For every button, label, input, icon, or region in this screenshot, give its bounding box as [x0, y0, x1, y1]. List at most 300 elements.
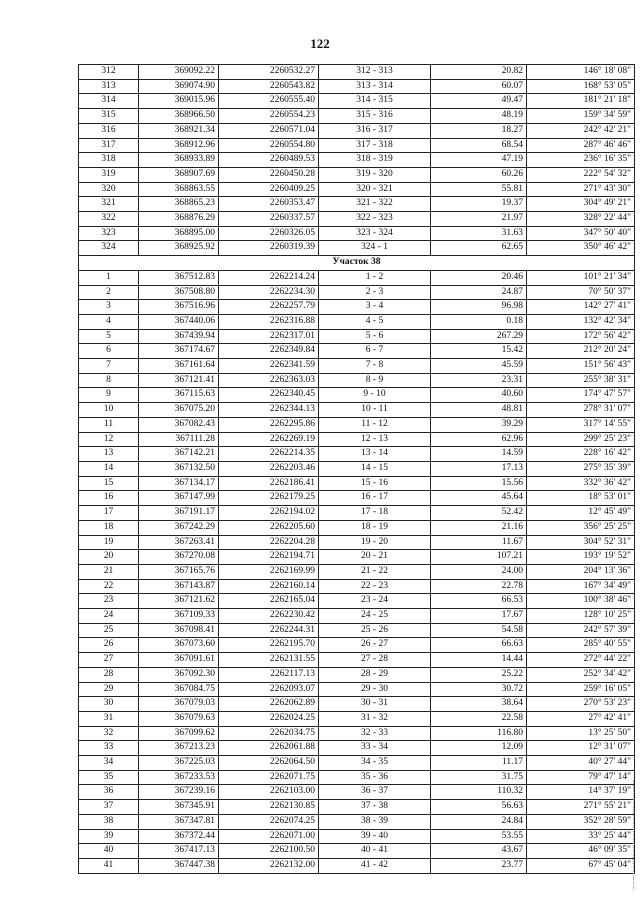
point-number-cell: 17 [79, 506, 139, 521]
table-row [79, 373, 635, 388]
point-number-cell: 39 [79, 829, 139, 844]
direction-angle-cell: 40° 27' 44" [527, 756, 635, 771]
table-row [79, 461, 635, 476]
segment-length-cell: 68.54 [431, 138, 527, 153]
table-row [79, 226, 635, 241]
coord-x-cell: 367512.83 [139, 270, 219, 285]
segment-cell: 26 - 27 [319, 638, 431, 653]
segment-length-cell: 25.22 [431, 667, 527, 682]
coord-x-cell: 368863.55 [139, 182, 219, 197]
table-row [79, 697, 635, 712]
section-title: Участок 38 [79, 256, 635, 271]
segment-length-cell: 17.13 [431, 461, 527, 476]
table-row [79, 653, 635, 668]
coord-x-cell: 367091.61 [139, 653, 219, 668]
coord-x-cell: 369074.90 [139, 79, 219, 94]
point-number-cell: 22 [79, 579, 139, 594]
point-number-cell: 35 [79, 770, 139, 785]
point-number-cell: 38 [79, 814, 139, 829]
segment-length-cell: 21.97 [431, 212, 527, 227]
coord-x-cell: 367109.33 [139, 609, 219, 624]
point-number-cell: 29 [79, 682, 139, 697]
coord-y-cell: 2262205.60 [219, 520, 319, 535]
direction-angle-cell: 14° 37' 19" [527, 785, 635, 800]
segment-cell: 4 - 5 [319, 314, 431, 329]
coord-y-cell: 2262195.70 [219, 638, 319, 653]
coord-x-cell: 368933.89 [139, 153, 219, 168]
table-row [79, 785, 635, 800]
point-number-cell: 30 [79, 697, 139, 712]
table-row [79, 300, 635, 315]
direction-angle-cell: 259° 16' 05" [527, 682, 635, 697]
coord-x-cell: 367142.21 [139, 447, 219, 462]
segment-cell: 314 - 315 [319, 94, 431, 109]
table-row [79, 506, 635, 521]
point-number-cell: 312 [79, 65, 139, 80]
segment-length-cell: 45.59 [431, 359, 527, 374]
direction-angle-cell: 275° 35' 39" [527, 461, 635, 476]
coord-x-cell: 367239.16 [139, 785, 219, 800]
table-row [79, 814, 635, 829]
direction-angle-cell: 304° 52' 31" [527, 535, 635, 550]
segment-length-cell: 23.31 [431, 373, 527, 388]
table-row [79, 770, 635, 785]
segment-cell: 12 - 13 [319, 432, 431, 447]
direction-angle-cell: 33° 25' 44" [527, 829, 635, 844]
point-number-cell: 41 [79, 858, 139, 873]
segment-length-cell: 14.59 [431, 447, 527, 462]
point-number-cell: 3 [79, 300, 139, 315]
segment-cell: 317 - 318 [319, 138, 431, 153]
table-row [79, 491, 635, 506]
direction-angle-cell: 242° 42' 21" [527, 123, 635, 138]
point-number-cell: 321 [79, 197, 139, 212]
direction-angle-cell: 174° 47' 57" [527, 388, 635, 403]
table-row [79, 638, 635, 653]
coord-x-cell: 367347.81 [139, 814, 219, 829]
coord-x-cell: 367417.13 [139, 844, 219, 859]
point-number-cell: 20 [79, 550, 139, 565]
table-row [79, 388, 635, 403]
coord-x-cell: 367447.38 [139, 858, 219, 873]
coord-y-cell: 2262024.25 [219, 711, 319, 726]
segment-length-cell: 48.19 [431, 109, 527, 124]
point-number-cell: 314 [79, 94, 139, 109]
direction-angle-cell: 287° 46' 46" [527, 138, 635, 153]
point-number-cell: 6 [79, 344, 139, 359]
table-row [79, 417, 635, 432]
coord-y-cell: 2260409.25 [219, 182, 319, 197]
coord-x-cell: 367174.67 [139, 344, 219, 359]
segment-cell: 29 - 30 [319, 682, 431, 697]
segment-cell: 28 - 29 [319, 667, 431, 682]
table-row [79, 182, 635, 197]
coord-x-cell: 367263.41 [139, 535, 219, 550]
table-row [79, 741, 635, 756]
segment-cell: 22 - 23 [319, 579, 431, 594]
coord-x-cell: 367372.44 [139, 829, 219, 844]
segment-length-cell: 60.07 [431, 79, 527, 94]
coord-y-cell: 2262234.30 [219, 285, 319, 300]
segment-length-cell: 48.81 [431, 403, 527, 418]
coord-x-cell: 367508.80 [139, 285, 219, 300]
segment-cell: 39 - 40 [319, 829, 431, 844]
table-row [79, 285, 635, 300]
coord-x-cell: 367165.76 [139, 564, 219, 579]
page-number: 122 [310, 36, 330, 51]
point-number-cell: 26 [79, 638, 139, 653]
point-number-cell: 21 [79, 564, 139, 579]
segment-cell: 14 - 15 [319, 461, 431, 476]
segment-cell: 3 - 4 [319, 300, 431, 315]
point-number-cell: 14 [79, 461, 139, 476]
segment-length-cell: 62.96 [431, 432, 527, 447]
coord-x-cell: 367084.75 [139, 682, 219, 697]
coord-y-cell: 2262269.19 [219, 432, 319, 447]
direction-angle-cell: 12° 31' 07" [527, 741, 635, 756]
point-number-cell: 15 [79, 476, 139, 491]
coord-y-cell: 2262186.41 [219, 476, 319, 491]
direction-angle-cell: 270° 53' 23" [527, 697, 635, 712]
segment-length-cell: 40.60 [431, 388, 527, 403]
direction-angle-cell: 228° 16' 42" [527, 447, 635, 462]
coord-x-cell: 367440.06 [139, 314, 219, 329]
coord-y-cell: 2262130.85 [219, 800, 319, 815]
point-number-cell: 16 [79, 491, 139, 506]
coord-y-cell: 2260353.47 [219, 197, 319, 212]
segment-length-cell: 11.67 [431, 535, 527, 550]
direction-angle-cell: 168° 53' 05" [527, 79, 635, 94]
table-row [79, 79, 635, 94]
coord-y-cell: 2260450.28 [219, 167, 319, 182]
direction-angle-cell: 159° 34' 59" [527, 109, 635, 124]
coord-y-cell: 2262194.02 [219, 506, 319, 521]
direction-angle-cell: 132° 42' 34" [527, 314, 635, 329]
segment-cell: 40 - 41 [319, 844, 431, 859]
table-row [79, 212, 635, 227]
table-row [79, 520, 635, 535]
coord-x-cell: 368907.69 [139, 167, 219, 182]
coord-y-cell: 2262131.55 [219, 653, 319, 668]
coord-y-cell: 2262257.79 [219, 300, 319, 315]
coord-y-cell: 2262317.01 [219, 329, 319, 344]
coord-y-cell: 2262295.86 [219, 417, 319, 432]
table-row [79, 447, 635, 462]
coord-y-cell: 2260326.05 [219, 226, 319, 241]
section-header-body [79, 256, 635, 271]
segment-cell: 34 - 35 [319, 756, 431, 771]
segment-length-cell: 23.77 [431, 858, 527, 873]
direction-angle-cell: 252° 34' 42" [527, 667, 635, 682]
point-number-cell: 9 [79, 388, 139, 403]
table-row [79, 329, 635, 344]
direction-angle-cell: 285° 40' 55" [527, 638, 635, 653]
segment-cell: 6 - 7 [319, 344, 431, 359]
direction-angle-cell: 70° 50' 37" [527, 285, 635, 300]
coord-x-cell: 369015.96 [139, 94, 219, 109]
coord-y-cell: 2262103.00 [219, 785, 319, 800]
segment-cell: 312 - 313 [319, 65, 431, 80]
point-number-cell: 32 [79, 726, 139, 741]
coord-x-cell: 368876.29 [139, 212, 219, 227]
point-number-cell: 7 [79, 359, 139, 374]
table-row [79, 138, 635, 153]
segment-cell: 1 - 2 [319, 270, 431, 285]
coord-x-cell: 367270.08 [139, 550, 219, 565]
table-row [79, 167, 635, 182]
table-row [79, 270, 635, 285]
point-number-cell: 4 [79, 314, 139, 329]
table-row [79, 682, 635, 697]
coord-y-cell: 2260555.40 [219, 94, 319, 109]
segment-cell: 32 - 33 [319, 726, 431, 741]
coord-x-cell: 367079.63 [139, 711, 219, 726]
point-number-cell: 13 [79, 447, 139, 462]
coord-y-cell: 2262165.04 [219, 594, 319, 609]
direction-angle-cell: 79° 47' 14" [527, 770, 635, 785]
table-row [79, 800, 635, 815]
point-number-cell: 12 [79, 432, 139, 447]
coord-x-cell: 367073.60 [139, 638, 219, 653]
coord-y-cell: 2260319.39 [219, 241, 319, 256]
table-row [79, 109, 635, 124]
segment-cell: 320 - 321 [319, 182, 431, 197]
segment-length-cell: 110.32 [431, 785, 527, 800]
direction-angle-cell: 212° 20' 24" [527, 344, 635, 359]
coord-y-cell: 2262340.45 [219, 388, 319, 403]
segment-cell: 2 - 3 [319, 285, 431, 300]
segment-length-cell: 66.53 [431, 594, 527, 609]
point-number-cell: 5 [79, 329, 139, 344]
table-row [79, 476, 635, 491]
segment-cell: 324 - 1 [319, 241, 431, 256]
direction-angle-cell: 18° 53' 01" [527, 491, 635, 506]
segment-length-cell: 21.16 [431, 520, 527, 535]
coord-x-cell: 368966.50 [139, 109, 219, 124]
direction-angle-cell: 255° 38' 31" [527, 373, 635, 388]
table-row [79, 564, 635, 579]
point-number-cell: 28 [79, 667, 139, 682]
segment-cell: 31 - 32 [319, 711, 431, 726]
table-row [79, 403, 635, 418]
segment-length-cell: 11.17 [431, 756, 527, 771]
point-number-cell: 317 [79, 138, 139, 153]
segment-length-cell: 60.26 [431, 167, 527, 182]
table-row [79, 123, 635, 138]
table-body-before [79, 65, 635, 256]
coord-y-cell: 2260337.57 [219, 212, 319, 227]
point-number-cell: 34 [79, 756, 139, 771]
coord-x-cell: 367345.91 [139, 800, 219, 815]
coord-x-cell: 367079.03 [139, 697, 219, 712]
coord-y-cell: 2262061.88 [219, 741, 319, 756]
coord-x-cell: 367439.94 [139, 329, 219, 344]
coord-y-cell: 2262064.50 [219, 756, 319, 771]
segment-length-cell: 24.87 [431, 285, 527, 300]
segment-cell: 41 - 42 [319, 858, 431, 873]
coord-y-cell: 2262034.75 [219, 726, 319, 741]
point-number-cell: 8 [79, 373, 139, 388]
segment-cell: 11 - 12 [319, 417, 431, 432]
coord-x-cell: 368895.00 [139, 226, 219, 241]
segment-length-cell: 43.67 [431, 844, 527, 859]
coord-y-cell: 2260554.23 [219, 109, 319, 124]
coord-x-cell: 367242.29 [139, 520, 219, 535]
segment-cell: 318 - 319 [319, 153, 431, 168]
point-number-cell: 19 [79, 535, 139, 550]
coord-x-cell: 367161.64 [139, 359, 219, 374]
segment-length-cell: 31.63 [431, 226, 527, 241]
direction-angle-cell: 350° 46' 42" [527, 241, 635, 256]
table-row [79, 623, 635, 638]
coord-y-cell: 2262214.24 [219, 270, 319, 285]
table-row [79, 94, 635, 109]
direction-angle-cell: 193° 19' 52" [527, 550, 635, 565]
segment-cell: 323 - 324 [319, 226, 431, 241]
direction-angle-cell: 142° 27' 41" [527, 300, 635, 315]
direction-angle-cell: 356° 25' 25" [527, 520, 635, 535]
table-row [79, 858, 635, 873]
point-number-cell: 322 [79, 212, 139, 227]
table-row [79, 667, 635, 682]
segment-cell: 25 - 26 [319, 623, 431, 638]
direction-angle-cell: 146° 18' 08" [527, 65, 635, 80]
coord-x-cell: 367111.28 [139, 432, 219, 447]
segment-cell: 21 - 22 [319, 564, 431, 579]
direction-angle-cell: 328° 22' 44" [527, 212, 635, 227]
direction-angle-cell: 347° 50' 40" [527, 226, 635, 241]
point-number-cell: 31 [79, 711, 139, 726]
coord-x-cell: 368865.23 [139, 197, 219, 212]
direction-angle-cell: 304° 49' 21" [527, 197, 635, 212]
coord-x-cell: 367121.41 [139, 373, 219, 388]
point-number-cell: 315 [79, 109, 139, 124]
direction-angle-cell: 317° 14' 55" [527, 417, 635, 432]
coord-x-cell: 367121.62 [139, 594, 219, 609]
segment-length-cell: 52.42 [431, 506, 527, 521]
point-number-cell: 25 [79, 623, 139, 638]
scan-edge-mark [632, 780, 634, 890]
coord-y-cell: 2262160.14 [219, 579, 319, 594]
coord-x-cell: 367191.17 [139, 506, 219, 521]
table-row [79, 153, 635, 168]
segment-cell: 9 - 10 [319, 388, 431, 403]
segment-cell: 33 - 34 [319, 741, 431, 756]
coord-y-cell: 2260543.82 [219, 79, 319, 94]
table-row [79, 432, 635, 447]
segment-cell: 36 - 37 [319, 785, 431, 800]
direction-angle-cell: 67° 45' 04" [527, 858, 635, 873]
segment-cell: 5 - 6 [319, 329, 431, 344]
direction-angle-cell: 12° 45' 49" [527, 506, 635, 521]
direction-angle-cell: 181° 21' 18" [527, 94, 635, 109]
direction-angle-cell: 167° 34' 49" [527, 579, 635, 594]
segment-length-cell: 0.18 [431, 314, 527, 329]
coord-y-cell: 2262074.25 [219, 814, 319, 829]
coord-x-cell: 367134.17 [139, 476, 219, 491]
segment-length-cell: 66.63 [431, 638, 527, 653]
coord-y-cell: 2262100.50 [219, 844, 319, 859]
coord-y-cell: 2262349.84 [219, 344, 319, 359]
table-row [79, 756, 635, 771]
segment-cell: 37 - 38 [319, 800, 431, 815]
segment-length-cell: 30.72 [431, 682, 527, 697]
direction-angle-cell: 271° 43' 30" [527, 182, 635, 197]
segment-length-cell: 47.19 [431, 153, 527, 168]
segment-length-cell: 54.58 [431, 623, 527, 638]
table-row [79, 844, 635, 859]
table-row [79, 579, 635, 594]
coord-x-cell: 367233.53 [139, 770, 219, 785]
point-number-cell: 2 [79, 285, 139, 300]
segment-cell: 15 - 16 [319, 476, 431, 491]
coord-x-cell: 369092.22 [139, 65, 219, 80]
point-number-cell: 27 [79, 653, 139, 668]
segment-cell: 38 - 39 [319, 814, 431, 829]
coord-y-cell: 2262117.13 [219, 667, 319, 682]
coord-y-cell: 2262132.00 [219, 858, 319, 873]
coord-y-cell: 2260554.80 [219, 138, 319, 153]
coord-y-cell: 2262244.31 [219, 623, 319, 638]
coord-y-cell: 2262093.07 [219, 682, 319, 697]
segment-cell: 322 - 323 [319, 212, 431, 227]
table-row [79, 535, 635, 550]
direction-angle-cell: 13° 25' 50" [527, 726, 635, 741]
segment-cell: 16 - 17 [319, 491, 431, 506]
table-row [79, 359, 635, 374]
coord-x-cell: 367082.43 [139, 417, 219, 432]
segment-cell: 18 - 19 [319, 520, 431, 535]
segment-length-cell: 12.09 [431, 741, 527, 756]
segment-cell: 13 - 14 [319, 447, 431, 462]
coord-x-cell: 367098.41 [139, 623, 219, 638]
segment-cell: 19 - 20 [319, 535, 431, 550]
coord-y-cell: 2262071.00 [219, 829, 319, 844]
coord-x-cell: 368921.34 [139, 123, 219, 138]
section-header-row [79, 256, 635, 271]
coord-y-cell: 2262071.75 [219, 770, 319, 785]
direction-angle-cell: 278° 31' 07" [527, 403, 635, 418]
coord-x-cell: 367213.23 [139, 741, 219, 756]
segment-length-cell: 20.82 [431, 65, 527, 80]
segment-cell: 17 - 18 [319, 506, 431, 521]
segment-length-cell: 20.46 [431, 270, 527, 285]
coord-x-cell: 367143.87 [139, 579, 219, 594]
point-number-cell: 316 [79, 123, 139, 138]
segment-cell: 319 - 320 [319, 167, 431, 182]
segment-length-cell: 49.47 [431, 94, 527, 109]
table-row [79, 241, 635, 256]
coord-y-cell: 2260532.27 [219, 65, 319, 80]
segment-length-cell: 18.27 [431, 123, 527, 138]
point-number-cell: 24 [79, 609, 139, 624]
coord-y-cell: 2262169.99 [219, 564, 319, 579]
segment-length-cell: 15.42 [431, 344, 527, 359]
direction-angle-cell: 242° 57' 39" [527, 623, 635, 638]
segment-length-cell: 267.29 [431, 329, 527, 344]
direction-angle-cell: 222° 54' 32" [527, 167, 635, 182]
table-row [79, 829, 635, 844]
coord-x-cell: 367147.99 [139, 491, 219, 506]
coord-y-cell: 2262316.88 [219, 314, 319, 329]
segment-length-cell: 24.84 [431, 814, 527, 829]
segment-cell: 24 - 25 [319, 609, 431, 624]
point-number-cell: 36 [79, 785, 139, 800]
point-number-cell: 10 [79, 403, 139, 418]
coord-y-cell: 2262179.25 [219, 491, 319, 506]
table-row [79, 594, 635, 609]
segment-length-cell: 22.78 [431, 579, 527, 594]
